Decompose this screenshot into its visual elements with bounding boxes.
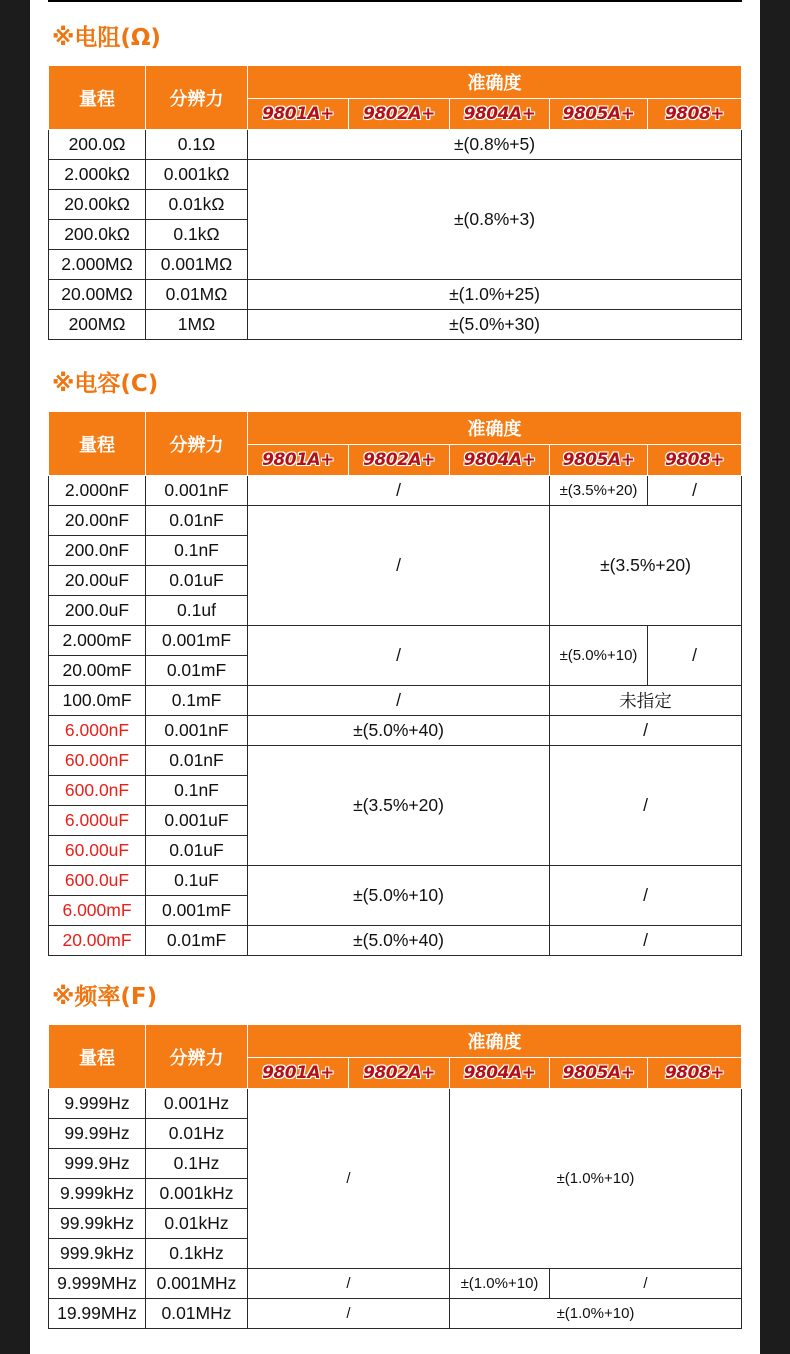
range-cell: 200.0Ω bbox=[49, 130, 146, 160]
resolution-cell: 0.1kHz bbox=[146, 1239, 248, 1269]
table-row bbox=[49, 746, 742, 776]
resolution-cell: 0.01kΩ bbox=[146, 190, 248, 220]
table-row bbox=[49, 686, 742, 716]
resolution-cell: 0.001MΩ bbox=[146, 250, 248, 280]
accuracy-cell: ±(3.5%+20) bbox=[550, 506, 742, 626]
table-row bbox=[49, 926, 742, 956]
range-cell: 99.99kHz bbox=[49, 1209, 146, 1239]
resolution-cell: 0.01uF bbox=[146, 836, 248, 866]
model-header: 9808+ bbox=[648, 1058, 742, 1089]
table-row bbox=[49, 506, 742, 536]
accuracy-cell: / bbox=[648, 476, 742, 506]
range-cell: 20.00nF bbox=[49, 506, 146, 536]
range-cell: 999.9Hz bbox=[49, 1149, 146, 1179]
accuracy-cell: / bbox=[550, 926, 742, 956]
range-cell: 2.000MΩ bbox=[49, 250, 146, 280]
model-header: 9808+ bbox=[648, 99, 742, 130]
resolution-cell: 0.01nF bbox=[146, 506, 248, 536]
resolution-cell: 0.01uF bbox=[146, 566, 248, 596]
resolution-cell: 0.01kHz bbox=[146, 1209, 248, 1239]
resolution-cell: 0.001nF bbox=[146, 716, 248, 746]
model-header: 9804A+ bbox=[450, 445, 550, 476]
range-cell: 200.0nF bbox=[49, 536, 146, 566]
resolution-cell: 0.001kHz bbox=[146, 1179, 248, 1209]
resolution-cell: 0.001kΩ bbox=[146, 160, 248, 190]
range-cell: 200MΩ bbox=[49, 310, 146, 340]
resolution-cell: 0.1nF bbox=[146, 776, 248, 806]
header-resolution: 分辨力 bbox=[146, 412, 248, 476]
range-cell: 200.0uF bbox=[49, 596, 146, 626]
range-cell: 20.00MΩ bbox=[49, 280, 146, 310]
accuracy-cell: ±(5.0%+30) bbox=[248, 310, 742, 340]
range-cell: 2.000nF bbox=[49, 476, 146, 506]
accuracy-cell: ±(1.0%+10) bbox=[450, 1299, 742, 1329]
accuracy-cell: ±(1.0%+10) bbox=[450, 1089, 742, 1269]
resolution-cell: 0.001nF bbox=[146, 476, 248, 506]
range-cell: 19.99MHz bbox=[49, 1299, 146, 1329]
range-cell: 9.999kHz bbox=[49, 1179, 146, 1209]
resolution-cell: 0.1uF bbox=[146, 866, 248, 896]
range-cell: 60.00uF bbox=[49, 836, 146, 866]
accuracy-cell: / bbox=[248, 506, 550, 626]
model-header: 9805A+ bbox=[550, 99, 648, 130]
range-cell: 20.00kΩ bbox=[49, 190, 146, 220]
accuracy-cell: ±(3.5%+20) bbox=[550, 476, 648, 506]
accuracy-cell: ±(5.0%+40) bbox=[248, 926, 550, 956]
table-row bbox=[49, 626, 742, 656]
header-range: 量程 bbox=[49, 412, 146, 476]
accuracy-cell: / bbox=[648, 626, 742, 686]
model-header: 9801A+ bbox=[248, 1058, 349, 1089]
model-header: 9801A+ bbox=[248, 99, 349, 130]
range-cell: 9.999MHz bbox=[49, 1269, 146, 1299]
table-row bbox=[49, 476, 742, 506]
resolution-cell: 0.001mF bbox=[146, 626, 248, 656]
accuracy-cell: ±(3.5%+20) bbox=[248, 746, 550, 866]
accuracy-cell: / bbox=[248, 1299, 450, 1329]
resolution-cell: 0.1mF bbox=[146, 686, 248, 716]
resolution-cell: 0.01mF bbox=[146, 656, 248, 686]
accuracy-cell: / bbox=[248, 686, 550, 716]
accuracy-cell: / bbox=[550, 716, 742, 746]
range-cell: 99.99Hz bbox=[49, 1119, 146, 1149]
resolution-cell: 0.01mF bbox=[146, 926, 248, 956]
resolution-cell: 0.01MHz bbox=[146, 1299, 248, 1329]
range-cell: 200.0kΩ bbox=[49, 220, 146, 250]
range-cell: 6.000mF bbox=[49, 896, 146, 926]
range-cell: 2.000kΩ bbox=[49, 160, 146, 190]
range-cell: 6.000nF bbox=[49, 716, 146, 746]
header-range: 量程 bbox=[49, 1025, 146, 1089]
resolution-cell: 0.01nF bbox=[146, 746, 248, 776]
table-row bbox=[49, 716, 742, 746]
table-row bbox=[49, 1089, 742, 1119]
model-header: 9805A+ bbox=[550, 445, 648, 476]
range-cell: 20.00uF bbox=[49, 566, 146, 596]
accuracy-cell: / bbox=[248, 1089, 450, 1269]
table-row bbox=[49, 160, 742, 190]
resolution-cell: 0.1Hz bbox=[146, 1149, 248, 1179]
accuracy-cell: ±(5.0%+40) bbox=[248, 716, 550, 746]
resolution-cell: 0.1nF bbox=[146, 536, 248, 566]
table-row bbox=[49, 130, 742, 160]
range-cell: 100.0mF bbox=[49, 686, 146, 716]
header-accuracy: 准确度 bbox=[248, 1025, 742, 1058]
accuracy-cell: / bbox=[550, 746, 742, 866]
table-row bbox=[49, 1299, 742, 1329]
model-header: 9802A+ bbox=[349, 445, 450, 476]
resolution-cell: 0.1kΩ bbox=[146, 220, 248, 250]
accuracy-cell: ±(5.0%+10) bbox=[550, 626, 648, 686]
section-title-frequency: ※频率(F) bbox=[52, 984, 158, 1010]
accuracy-cell: / bbox=[248, 476, 550, 506]
frequency-table bbox=[48, 1024, 742, 1329]
resolution-cell: 0.01Hz bbox=[146, 1119, 248, 1149]
model-header: 9802A+ bbox=[349, 1058, 450, 1089]
accuracy-cell: / bbox=[550, 1269, 742, 1299]
header-resolution: 分辨力 bbox=[146, 66, 248, 130]
capacitance-table bbox=[48, 411, 742, 956]
header-range: 量程 bbox=[49, 66, 146, 130]
table-row bbox=[49, 280, 742, 310]
model-header: 9801A+ bbox=[248, 445, 349, 476]
range-cell: 9.999Hz bbox=[49, 1089, 146, 1119]
accuracy-cell: ±(1.0%+10) bbox=[450, 1269, 550, 1299]
resolution-cell: 0.001mF bbox=[146, 896, 248, 926]
accuracy-cell: 未指定 bbox=[550, 686, 742, 716]
resolution-cell: 0.01MΩ bbox=[146, 280, 248, 310]
header-accuracy: 准确度 bbox=[248, 412, 742, 445]
model-header: 9804A+ bbox=[450, 1058, 550, 1089]
range-cell: 20.00mF bbox=[49, 926, 146, 956]
resolution-cell: 0.1Ω bbox=[146, 130, 248, 160]
model-header: 9805A+ bbox=[550, 1058, 648, 1089]
header-accuracy: 准确度 bbox=[248, 66, 742, 99]
resolution-cell: 0.1uf bbox=[146, 596, 248, 626]
spec-sheet bbox=[30, 0, 760, 1354]
table-row bbox=[49, 310, 742, 340]
model-header: 9808+ bbox=[648, 445, 742, 476]
accuracy-cell: ±(0.8%+5) bbox=[248, 130, 742, 160]
range-cell: 600.0uF bbox=[49, 866, 146, 896]
range-cell: 20.00mF bbox=[49, 656, 146, 686]
table-row bbox=[49, 866, 742, 896]
resolution-cell: 0.001MHz bbox=[146, 1269, 248, 1299]
resolution-cell: 1MΩ bbox=[146, 310, 248, 340]
resolution-cell: 0.001Hz bbox=[146, 1089, 248, 1119]
model-header: 9804A+ bbox=[450, 99, 550, 130]
header-resolution: 分辨力 bbox=[146, 1025, 248, 1089]
range-cell: 6.000uF bbox=[49, 806, 146, 836]
resistance-table bbox=[48, 65, 742, 340]
range-cell: 60.00nF bbox=[49, 746, 146, 776]
resolution-cell: 0.001uF bbox=[146, 806, 248, 836]
accuracy-cell: ±(1.0%+25) bbox=[248, 280, 742, 310]
table-row bbox=[49, 1269, 742, 1299]
accuracy-cell: / bbox=[248, 1269, 450, 1299]
range-cell: 999.9kHz bbox=[49, 1239, 146, 1269]
section-title-capacitance: ※电容(C) bbox=[52, 371, 159, 397]
range-cell: 2.000mF bbox=[49, 626, 146, 656]
accuracy-cell: ±(5.0%+10) bbox=[248, 866, 550, 926]
accuracy-cell: ±(0.8%+3) bbox=[248, 160, 742, 280]
section-title-resistance: ※电阻(Ω) bbox=[52, 25, 161, 51]
accuracy-cell: / bbox=[550, 866, 742, 926]
range-cell: 600.0nF bbox=[49, 776, 146, 806]
accuracy-cell: / bbox=[248, 626, 550, 686]
model-header: 9802A+ bbox=[349, 99, 450, 130]
